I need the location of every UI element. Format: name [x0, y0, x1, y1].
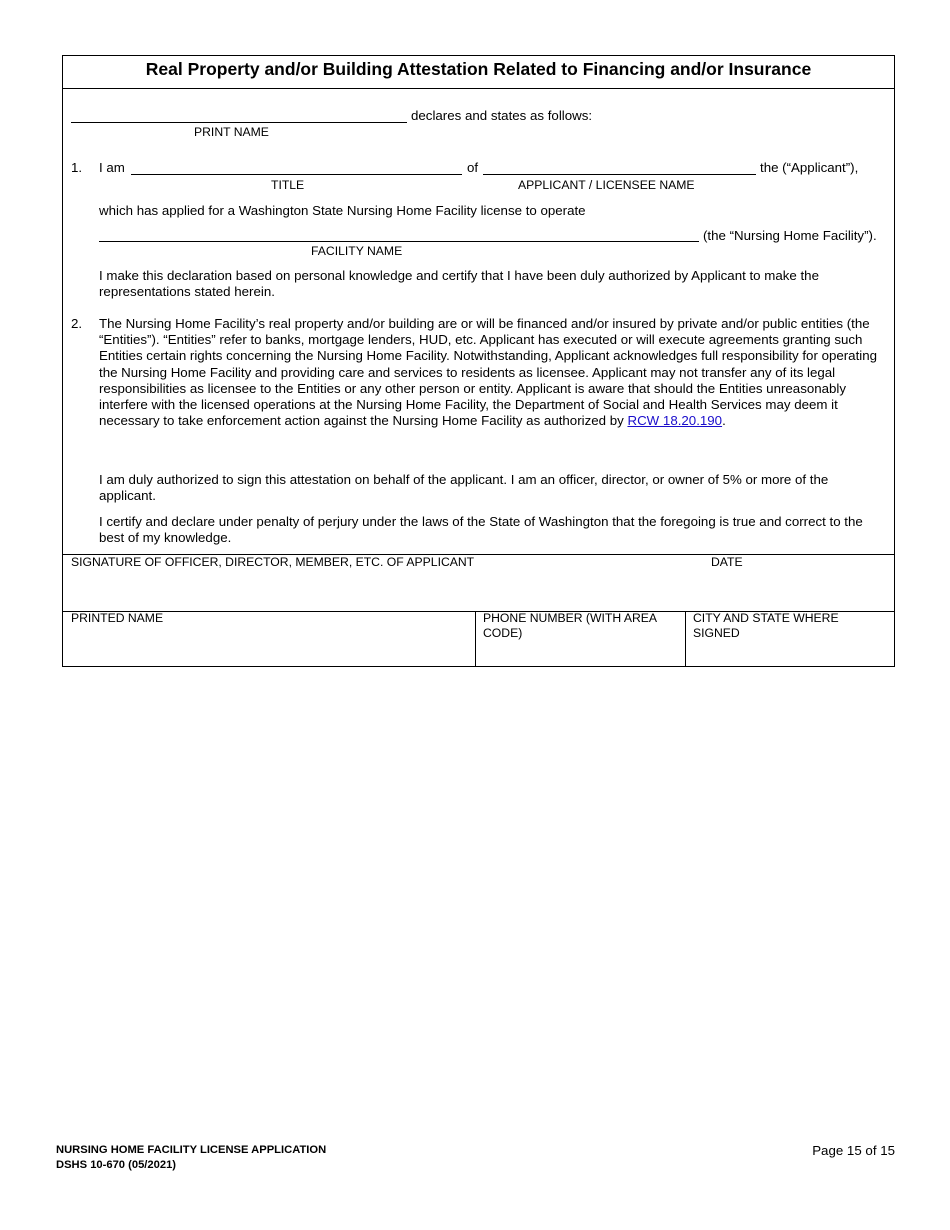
declaration-paragraph: I make this declaration based on personal knowledge and certify that I have been duly authorized by Applicant to make the representations stated herein.	[99, 268, 819, 300]
footer-line1: NURSING HOME FACILITY LICENSE APPLICATION	[56, 1144, 327, 1156]
title-field[interactable]	[131, 174, 462, 175]
print-name-field[interactable]	[71, 122, 407, 123]
date-label: DATE	[711, 555, 743, 569]
footer-line2: DSHS 10-670 (05/2021)	[56, 1159, 177, 1171]
facility-suffix: (the “Nursing Home Facility”).	[703, 228, 877, 243]
phone-column-divider	[475, 611, 476, 667]
applicant-suffix: the (“Applicant”),	[760, 160, 859, 175]
page-number: Page 15 of 15	[812, 1143, 895, 1158]
item2-paragraph	[99, 316, 887, 429]
printed-name-label: PRINTED NAME	[71, 611, 164, 625]
authorized-paragraph: I am duly authorized to sign this attestation on behalf of the applicant. I am an officer, director, or owner of 5% or more of the applicant.	[99, 472, 829, 504]
rcw-link[interactable]: RCW 18.20.190	[627, 413, 723, 429]
form-title: Real Property and/or Building Attestation Related to Financing and/or Insurance	[63, 56, 894, 89]
item2-number: 2.	[71, 316, 83, 331]
footer-form-info	[56, 1143, 326, 1173]
i-am-text: I am	[99, 160, 125, 175]
item1-number: 1.	[71, 160, 83, 175]
attestation-form	[62, 55, 895, 667]
certify-paragraph: I certify and declare under penalty of perjury under the laws of the State of Washington that the foregoing is true and correct to the best of my knowledge.	[99, 514, 863, 546]
item2-text: The Nursing Home Facility’s real property and/or building are or will be financed and/or insured by private and/or public entities (the “Entities”). “Entities” refer to banks, mortgage lenders, HUD, etc. Applicant has executed or will execute agreements granting such Entities certain rights concerning the Nursing Home Facility. Notwithstanding, Applicant acknowledges full responsibility for operating the Nursing Home Facility and providing care and services to residents as licensee. Applicant may not transfer any of its legal responsibilities as licensee to the Entities or any other person or entity. Applicant is aware that should the Entities unreasonably interfere with the licensed operations at the Nursing Home Facility, the Department of Social and Health Services may deem it necessary to take enforcement action against the Nursing Home Facility as authorized by	[99, 316, 878, 429]
signature-label: SIGNATURE OF OFFICER, DIRECTOR, MEMBER, ETC. OF APPLICANT	[71, 555, 475, 569]
facility-name-field[interactable]	[99, 241, 699, 242]
declares-text: declares and states as follows:	[411, 108, 593, 123]
city-column-divider	[685, 611, 686, 667]
of-text: of	[467, 160, 479, 175]
facility-name-label: FACILITY NAME	[311, 244, 403, 258]
title-label: TITLE	[271, 178, 305, 192]
phone-label: PHONE NUMBER (WITH AREA CODE)	[483, 611, 657, 640]
applicant-name-field[interactable]	[483, 174, 756, 175]
applied-text: which has applied for a Washington State Nursing Home Facility license to operate	[99, 203, 586, 218]
city-label: CITY AND STATE WHERE SIGNED	[693, 611, 839, 640]
item2-period: .	[722, 413, 726, 429]
print-name-label: PRINT NAME	[194, 125, 269, 139]
applicant-name-label: APPLICANT / LICENSEE NAME	[518, 178, 695, 192]
